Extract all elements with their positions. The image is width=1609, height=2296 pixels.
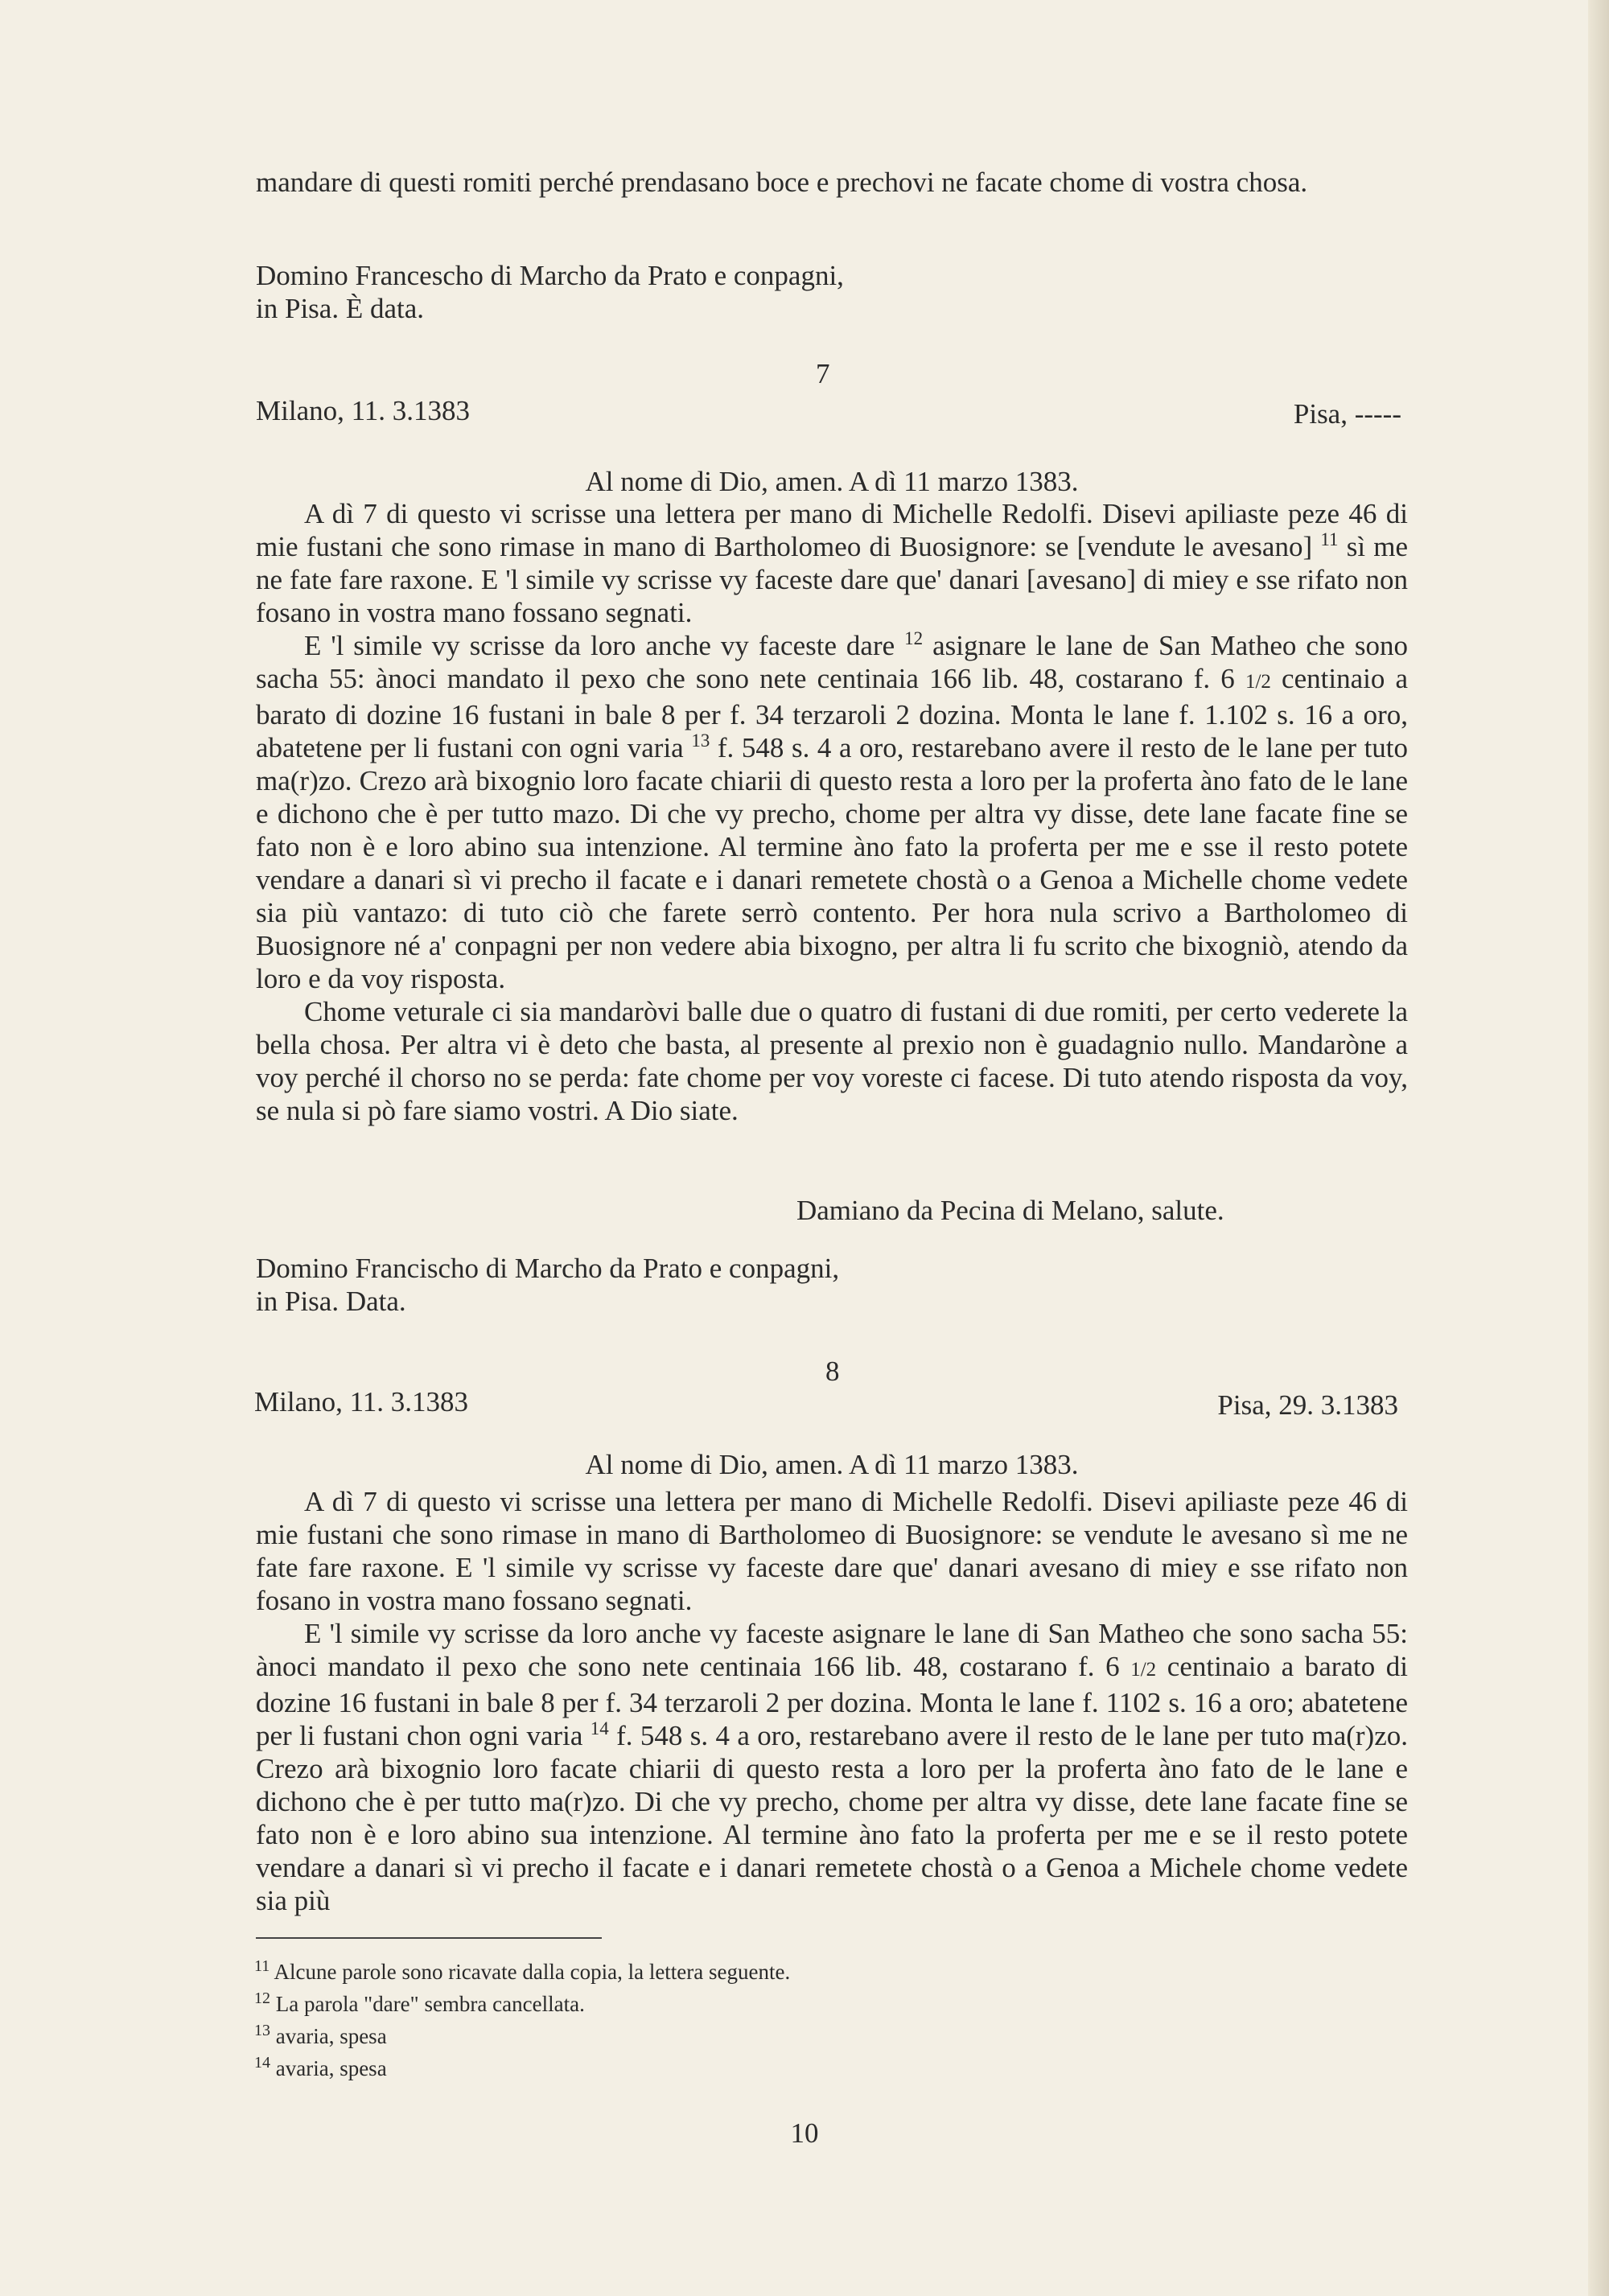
footnote-11: $^{11}$ Alcune parole sono ricavate dalla copia, la lettera seguente. <box>254 1957 791 1984</box>
address-line-1: Domino Francischo di Marcho da Prato e conpagni, <box>256 1253 840 1284</box>
letter6-address <box>256 259 1408 325</box>
letter8-body <box>256 1485 1408 1917</box>
letter7-body <box>256 497 1408 1127</box>
footnote-rule <box>256 1937 602 1939</box>
letter7-paragraph-3: Chome veturale ci sia mandaròvi balle due o quatro di fustani di due romiti, per certo vederete la bella chosa. Per altra vi è deto che basta, al presente al prexio non è guadagnio nullo. Mandaròne a voy perché il chorso no se perda: fate chome per voy voreste ci facese. Di tuto atendo risposta da voy, se nula si pò fare siamo vostri. A Dio siate. <box>256 996 1408 1126</box>
letter7-opening: Al nome di Dio, amen. A dì 11 marzo 1383. <box>585 466 1079 497</box>
page-edge <box>1588 0 1609 2296</box>
letter8-origin: Milano, 11. 3.1383 <box>254 1386 469 1418</box>
letter8-opening: Al nome di Dio, amen. A dì 11 marzo 1383. <box>585 1449 1079 1480</box>
footnote-ref-12: 12 <box>904 628 924 648</box>
address-line-2: in Pisa. Data. <box>256 1286 406 1317</box>
letter7-origin: Milano, 11. 3.1383 <box>256 395 471 426</box>
letter8-paragraph-2: E 'l simile vy scrisse da loro anche vy faceste asignare le lane di San Matheo che sono sacha 55: ànoci mandato il pexo che sono nete centinaia 166 lib. 48, costarano f. 6 1/2 centinaio a barato di dozine 16 fustani in bale 8 per f. 34 terzaroli 2 per dozina. Monta le lane f. 1102 s. 16 a oro; abatetene per li fustani chon ogni varia $^{14}$ f. 548 s. 4 a oro, restarebano avere il resto de le lane per tuto ma(r)zo. Crezo arà bixognio loro facate chiarii di questo resta a loro per la proferta àno fato de le lane e dichono che è per tutto ma(r)zo. Di che vy precho, chome per altra vy disse, dete lane facate fine se fato non è e loro abino sua intenzione. Al termine àno fato la proferta per me e se il resto potete vendare a danari sì vi precho il facate e i danari remetete chostà o a Genoa a Michele chome vedete sia più <box>256 1618 1409 1916</box>
letter6-closing-text: mandare di questi romiti perché prendasano boce e prechovi ne facate chome di vostra chosa. <box>256 167 1308 198</box>
footnote-ref-11: 11 <box>1320 529 1339 549</box>
letter7-paragraph-2: E 'l simile vy scrisse da loro anche vy faceste dare $^{12}$ asignare le lane de San Matheo che sono sacha 55: ànoci mandato il pexo che sono nete centinaia 166 lib. 48, costarano f. 6 1/2 centinaio a barato di dozine 16 fustani in bale 8 per f. 34 terzaroli 2 dozina. Monta le lane f. 1.102 s. 16 a oro, abatetene per li fustani con ogni varia $^{13}$ f. 548 s. 4 a oro, restarebano avere il resto de le lane per tuto ma(r)zo. Crezo arà bixognio loro facate chiarii di questo resta a loro per la proferta àno fato de le lane e dichono che è per tutto mazo. Di che vy precho, chome per altra vy disse, dete lane facate fine se fato non è e loro abino sua intenzione. Al termine àno fato la proferta per me e sse il resto potete vendare a danari sì vi precho il facate e i danari remetete chostà o a Genoa a Michelle chome vedete sia più vantazo: di tuto ciò che farete serrò contento. Per hora nula scrivo a Bartholomeo di Buosignore né a' conpagni per non vedere abia bixogno, per altra li fu scrito che bixogniò, atendo da loro e da voy risposta. <box>256 628 1409 994</box>
address-line-2: in Pisa. È data. <box>256 293 424 324</box>
letter7-address <box>256 1252 1408 1318</box>
letter7-number: 7 <box>816 358 830 389</box>
footnote-13: $^{13}$ avaria, spesa <box>254 2022 387 2048</box>
address-line-1: Domino Francescho di Marcho da Prato e conpagni, <box>256 260 844 291</box>
letter8-number: 8 <box>825 1356 840 1387</box>
page-number: 10 <box>790 2117 819 2149</box>
footnote-14: $^{14}$ avaria, spesa <box>254 2054 387 2080</box>
letter8-destination: Pisa, 29. 3.1383 <box>1217 1389 1398 1421</box>
letter8-paragraph-1: A dì 7 di questo vi scrisse una lettera per mano di Michelle Redolfi. Disevi apiliaste peze 46 di mie fustani che sono rimase in mano di Bartholomeo di Buosignore: se vendute le avesano sì me ne fate fare raxone. E 'l simile vy scrisse vy faceste dare que' danari avesano di miey e sse rifato non fosano in vostra mano fossano segnati. <box>256 1486 1408 1616</box>
letter7-paragraph-1: A dì 7 di questo vi scrisse una lettera per mano di Michelle Redolfi. Disevi apiliaste peze 46 di mie fustani che sono rimase in mano di Bartholomeo di Buosignore: se [vendute le avesano] $^{11}$ sì me ne fate fare raxone. E 'l simile vy scrisse vy faceste dare que' danari [avesano] di miey e sse rifato non fosano in vostra mano fossano segnati. <box>256 498 1409 628</box>
footnote-ref-14: 14 <box>590 1718 609 1738</box>
letter7-signature: Damiano da Pecina di Melano, salute. <box>796 1195 1224 1226</box>
fraction-half: 1/2 <box>1130 1659 1157 1681</box>
fraction-half: 1/2 <box>1245 671 1271 693</box>
footnote-12: $^{12}$ La parola "dare" sembra cancellata. <box>254 1989 585 2016</box>
footnote-ref-13: 13 <box>691 730 710 751</box>
letter7-destination: Pisa, ----- <box>1293 398 1401 430</box>
